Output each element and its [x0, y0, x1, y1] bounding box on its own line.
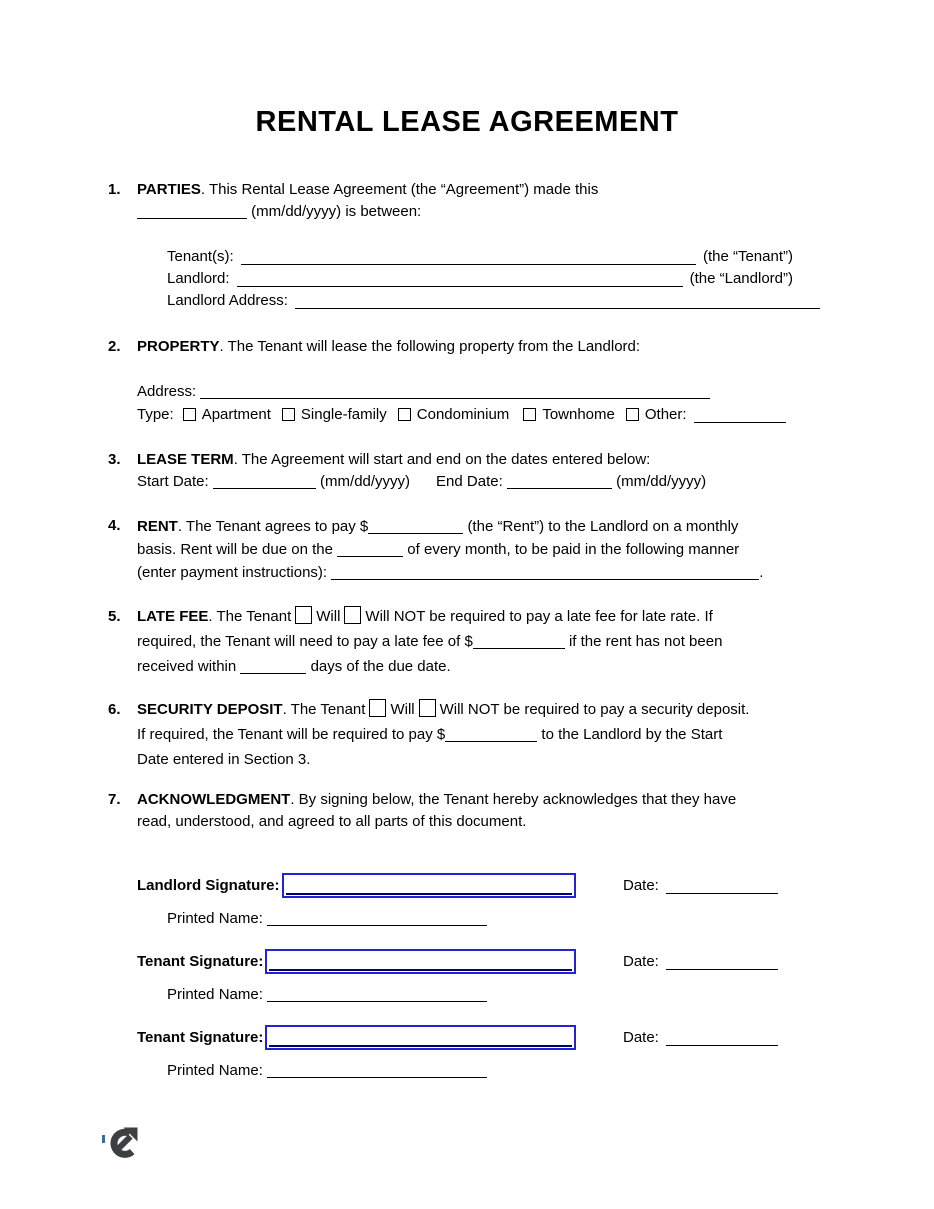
property-line-1 [137, 336, 824, 358]
date-label: Date: [623, 1028, 659, 1046]
type-option-townhome: Townhome [542, 406, 615, 423]
printed-name-label: Printed Name: [167, 1062, 263, 1079]
parties-line-1 [137, 179, 824, 201]
payment-instructions-blank [331, 563, 759, 580]
section-number: 2. [108, 338, 121, 355]
parties-fields [167, 246, 820, 312]
landlord-address-row [167, 290, 820, 312]
late-fee-text-3b: days of the due date. [310, 658, 451, 675]
checkbox-condominium-icon [398, 408, 411, 421]
type-other-blank [694, 406, 786, 423]
type-option-single-family: Single-family [300, 406, 387, 423]
security-deposit-line-1 [137, 697, 824, 722]
agreement-date-blank [137, 202, 247, 219]
acknowledgment-text-2: read, understood, and agreed to all parts of this document. [137, 813, 527, 830]
start-date-format: (mm/dd/yyyy) [320, 473, 411, 490]
tenant-suffix: (the “Tenant”) [702, 248, 793, 265]
parties-line-2 [137, 201, 824, 223]
rent-text-2a: basis. Rent will be due on the [137, 541, 333, 558]
section-number: 3. [108, 451, 121, 468]
section-heading: PARTIES [137, 181, 201, 198]
security-deposit-amount-blank [445, 725, 537, 742]
rent-due-day-blank [337, 540, 403, 557]
acknowledgment-text-1: . By signing below, the Tenant hereby acknowledges that they have [290, 791, 737, 808]
security-deposit-line-3 [137, 747, 824, 772]
section-heading: SECURITY DEPOSIT [137, 701, 283, 718]
late-fee-text-2a: required, the Tenant will need to pay a late fee of $ [137, 633, 473, 650]
section-security-deposit [108, 697, 824, 772]
lease-term-text-1: . The Agreement will start and end on the dates entered below: [233, 451, 651, 468]
circular-arrow-icon [106, 1124, 142, 1160]
late-fee-will-checkbox[interactable] [295, 606, 312, 624]
section-rent [108, 515, 824, 584]
landlord-signature-field[interactable] [282, 873, 577, 898]
rent-text-2b: of every month, to be paid in the following manner [407, 541, 740, 558]
type-option-other-label: Other: [644, 406, 687, 423]
landlord-printed-name-row [167, 908, 487, 930]
tenant-date-blank-1 [666, 953, 778, 970]
rent-text-1a: . The Tenant agrees to pay $ [177, 518, 369, 535]
section-number: 4. [108, 517, 121, 534]
late-fee-days-blank [240, 657, 306, 674]
landlord-address-blank [295, 294, 820, 309]
tenant-signature-label: Tenant Signature: [137, 952, 264, 970]
tenant-label: Tenant(s): [167, 248, 234, 265]
rent-amount-blank [368, 517, 463, 534]
page-title: RENTAL LEASE AGREEMENT [255, 106, 679, 138]
tenant-row [167, 246, 793, 268]
security-deposit-text-3: Date entered in Section 3. [137, 751, 311, 768]
tenant-signature-row-1 [137, 948, 778, 974]
landlord-label: Landlord: [167, 270, 230, 287]
landlord-row [167, 268, 793, 290]
section-number: 6. [108, 701, 121, 718]
late-fee-amount-blank [473, 632, 565, 649]
start-date-label: Start Date: [137, 473, 209, 490]
tenant-printed-name-row-2 [167, 1060, 487, 1082]
printed-name-label: Printed Name: [167, 986, 263, 1003]
rent-line-3 [137, 561, 824, 584]
tenant-signature-row-2 [137, 1024, 778, 1050]
type-label: Type: [137, 406, 174, 423]
section-heading: ACKNOWLEDGMENT [137, 791, 291, 808]
tenant-printed-name-blank-1 [267, 985, 487, 1002]
section-number: 5. [108, 608, 121, 625]
end-date-blank [507, 472, 612, 489]
checkbox-apartment-icon [183, 408, 196, 421]
lease-term-line-1 [137, 449, 824, 471]
section-heading: RENT [137, 518, 178, 535]
lease-term-line-2 [137, 471, 824, 493]
parties-text-1: . This Rental Lease Agreement (the “Agreement”) made this [200, 181, 599, 198]
start-date-blank [213, 472, 316, 489]
late-fee-line-3 [137, 654, 824, 679]
type-option-apartment: Apartment [201, 406, 271, 423]
late-fee-text-1a: . The Tenant [208, 608, 292, 625]
rent-text-3a: (enter payment instructions): [137, 564, 328, 581]
type-option-condominium: Condominium [416, 406, 510, 423]
checkbox-single-family-icon [282, 408, 295, 421]
section-number: 1. [108, 181, 121, 198]
security-deposit-line-2 [137, 722, 824, 747]
end-date-label: End Date: [436, 473, 503, 490]
acknowledgment-line-2 [137, 811, 824, 833]
section-acknowledgment [108, 789, 824, 833]
security-deposit-will-label: Will [390, 701, 415, 718]
tenant-date-blank-2 [666, 1029, 778, 1046]
tenant-printed-name-row-1 [167, 984, 487, 1006]
tenant-signature-label: Tenant Signature: [137, 1028, 264, 1046]
late-fee-will-label: Will [316, 608, 341, 625]
property-fields [137, 381, 822, 426]
address-blank [200, 382, 710, 399]
date-label: Date: [623, 876, 659, 894]
property-type-row [137, 403, 822, 426]
landlord-address-label: Landlord Address: [167, 292, 288, 309]
section-heading: LEASE TERM [137, 451, 234, 468]
date-label: Date: [623, 952, 659, 970]
late-fee-text-3a: received within [137, 658, 237, 675]
section-heading: LATE FEE [137, 608, 209, 625]
section-parties [108, 179, 824, 223]
landlord-signature-label: Landlord Signature: [137, 876, 280, 894]
late-fee-line-2 [137, 629, 824, 654]
tenant-printed-name-blank-2 [267, 1061, 487, 1078]
tenant-date-group-2 [623, 1029, 778, 1046]
security-deposit-text-1a: . The Tenant [282, 701, 366, 718]
printed-name-label: Printed Name: [167, 910, 263, 927]
section-heading: PROPERTY [137, 338, 220, 355]
circular-arrow-logo [106, 1124, 142, 1160]
landlord-date-group [623, 877, 778, 894]
landlord-suffix: (the “Landlord”) [689, 270, 793, 287]
address-label: Address: [137, 383, 197, 400]
rent-line-1 [137, 515, 824, 538]
tenant-date-group-1 [623, 953, 778, 970]
landlord-printed-name-blank [267, 909, 487, 926]
property-address-row [137, 381, 822, 403]
landlord-name-blank [237, 272, 683, 287]
landlord-date-blank [666, 877, 778, 894]
acknowledgment-line-1 [137, 789, 824, 811]
security-deposit-text-2b: to the Landlord by the Start [541, 726, 723, 743]
late-fee-will-not-checkbox[interactable] [344, 606, 361, 624]
late-fee-text-1b: Will NOT be required to pay a late fee for late rate. If [365, 608, 713, 625]
rent-line-2 [137, 538, 824, 561]
tenant-signature-field-1[interactable] [265, 949, 576, 974]
end-date-format: (mm/dd/yyyy) [616, 473, 707, 490]
rent-text-3b: . [759, 564, 764, 581]
parties-text-2: (mm/dd/yyyy) is between: [251, 203, 422, 220]
property-text-1: . The Tenant will lease the following property from the Landlord: [219, 338, 641, 355]
security-deposit-text-1b: Will NOT be required to pay a security deposit. [439, 701, 750, 718]
security-deposit-will-checkbox[interactable] [369, 699, 386, 717]
late-fee-text-2b: if the rent has not been [568, 633, 723, 650]
security-deposit-will-not-checkbox[interactable] [419, 699, 436, 717]
checkbox-townhome-icon [523, 408, 536, 421]
tenant-signature-field-2[interactable] [265, 1025, 576, 1050]
section-lease-term [108, 449, 824, 493]
checkbox-other-icon [626, 408, 639, 421]
logo-accent-mark [102, 1135, 105, 1143]
section-late-fee [108, 604, 824, 679]
security-deposit-text-2a: If required, the Tenant will be required to pay $ [137, 726, 446, 743]
section-property [108, 336, 824, 358]
tenant-name-blank [241, 250, 696, 265]
landlord-signature-row [137, 872, 778, 898]
rent-text-1b: (the “Rent”) to the Landlord on a monthly [467, 518, 739, 535]
late-fee-line-1 [137, 604, 824, 629]
section-number: 7. [108, 791, 121, 808]
